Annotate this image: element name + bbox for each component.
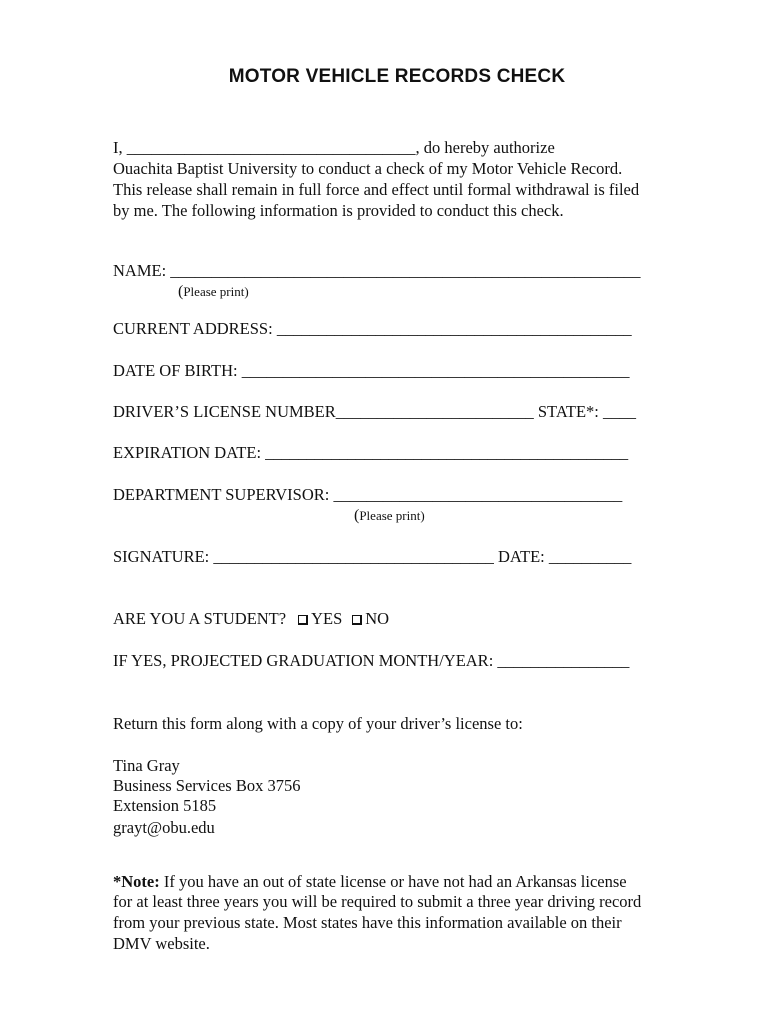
yes-label: YES bbox=[311, 609, 343, 628]
return-instruction: Return this form along with a copy of your driver’s license to: bbox=[113, 714, 523, 733]
intro-text-line: by me. The following information is provided to conduct this check. bbox=[113, 201, 564, 220]
no-checkbox[interactable] bbox=[352, 615, 362, 625]
authorization-line: I, ___________________________________, do hereby authorize bbox=[113, 138, 555, 157]
note-label: *Note: bbox=[113, 872, 160, 891]
name-print-hint: (Please print) bbox=[178, 283, 249, 300]
note-line: for at least three years you will be required to submit a three year driving record bbox=[113, 892, 642, 911]
page-title: MOTOR VEHICLE RECORDS CHECK bbox=[228, 66, 566, 87]
intro-text-line: Ouachita Baptist University to conduct a check of my Motor Vehicle Record. bbox=[113, 159, 623, 178]
graduation-field[interactable]: IF YES, PROJECTED GRADUATION MONTH/YEAR: ________________ bbox=[113, 651, 630, 670]
expiration-date-field[interactable]: EXPIRATION DATE: ____________________________________________ bbox=[113, 443, 629, 462]
note-line: DMV website. bbox=[113, 934, 210, 953]
contact-email: grayt@obu.edu bbox=[113, 818, 215, 837]
department-supervisor-field[interactable]: DEPARTMENT SUPERVISOR: ___________________________________ bbox=[113, 485, 623, 504]
date-of-birth-field[interactable]: DATE OF BIRTH: _______________________________________________ bbox=[113, 361, 630, 380]
yes-checkbox[interactable] bbox=[298, 615, 308, 625]
signature-date-field[interactable]: SIGNATURE: __________________________________ DATE: __________ bbox=[113, 547, 632, 566]
name-field[interactable]: NAME: _________________________________________________________ bbox=[113, 261, 641, 280]
no-label: NO bbox=[365, 609, 390, 628]
drivers-license-field[interactable]: DRIVER’S LICENSE NUMBER________________________ STATE*: ____ bbox=[113, 402, 637, 421]
student-question-label: ARE YOU A STUDENT? bbox=[113, 609, 287, 628]
supervisor-print-hint: (Please print) bbox=[354, 507, 425, 524]
note-line: from your previous state. Most states have this information available on their bbox=[113, 913, 622, 932]
current-address-field[interactable]: CURRENT ADDRESS: ___________________________________________ bbox=[113, 319, 632, 338]
contact-box: Business Services Box 3756 bbox=[113, 776, 301, 795]
student-question-row bbox=[113, 609, 389, 629]
note-line: *Note: If you have an out of state license or have not had an Arkansas license bbox=[113, 872, 627, 891]
contact-name: Tina Gray bbox=[113, 756, 180, 775]
contact-extension: Extension 5185 bbox=[113, 796, 217, 815]
intro-text-line: This release shall remain in full force and effect until formal withdrawal is filed bbox=[113, 180, 640, 199]
